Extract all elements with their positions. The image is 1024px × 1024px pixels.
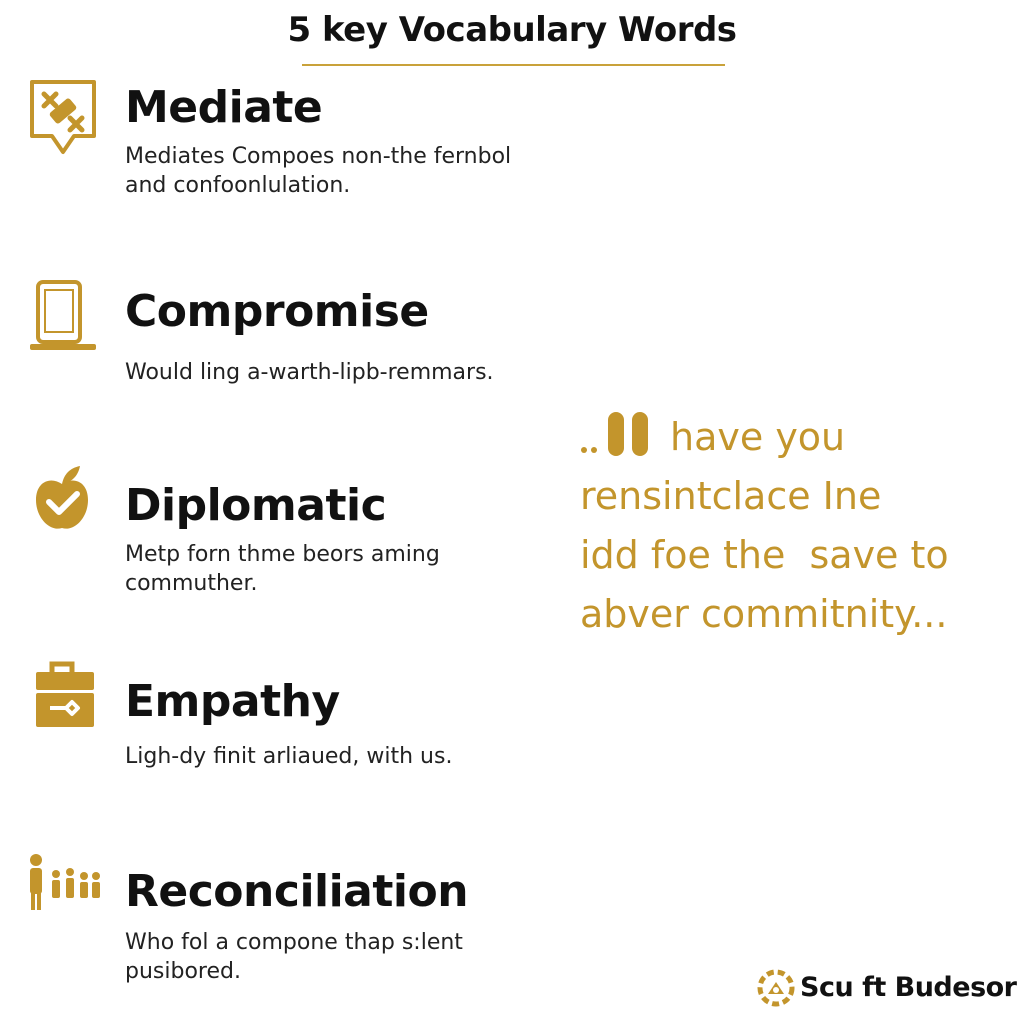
quote-block bbox=[580, 408, 1010, 644]
vocab-definition: Ligh-dy finit arliaued, with us. bbox=[125, 744, 453, 769]
quote-text: have you bbox=[670, 415, 846, 459]
vocab-item-diplomatic bbox=[0, 466, 560, 596]
quote-line bbox=[580, 408, 1010, 467]
apple-check-icon bbox=[22, 464, 102, 544]
vocab-word: Diplomatic bbox=[125, 480, 387, 531]
briefcase-icon bbox=[22, 660, 102, 740]
quote-line: rensintclace Ine bbox=[580, 474, 882, 518]
vocab-definition: Mediates Compoes non-the fernbol and confoonlulation. bbox=[125, 144, 512, 198]
vocab-item-reconciliation bbox=[0, 852, 560, 992]
vocab-item-mediate bbox=[0, 76, 560, 206]
vocab-word: Empathy bbox=[125, 676, 340, 727]
page-title: 5 key Vocabulary Words bbox=[287, 10, 737, 50]
vocab-item-compromise bbox=[0, 276, 560, 386]
vocab-word: Mediate bbox=[125, 82, 323, 133]
vocab-definition: Who fol a compone thap s:lent pusibored. bbox=[125, 930, 463, 984]
quote-line: abver commitnity... bbox=[580, 592, 948, 636]
vocab-definition: Metp forn thme beors aming commuther. bbox=[125, 542, 440, 596]
brand-logo-icon bbox=[756, 968, 796, 1008]
mediation-speech-bubble-icon bbox=[22, 78, 102, 158]
quote-mark-icon bbox=[580, 410, 660, 456]
vocab-word: Reconciliation bbox=[125, 866, 469, 917]
title-underline bbox=[302, 64, 725, 66]
family-group-icon bbox=[22, 852, 102, 932]
vocab-definition: Would ling a-warth-lipb-remmars. bbox=[125, 360, 494, 385]
quote-line: idd foe the save to bbox=[580, 533, 949, 577]
tablet-icon bbox=[22, 278, 102, 358]
vocab-word: Compromise bbox=[125, 286, 429, 337]
vocab-item-empathy bbox=[0, 660, 560, 770]
brand-name: Scu ft Budesor bbox=[800, 972, 1017, 1003]
